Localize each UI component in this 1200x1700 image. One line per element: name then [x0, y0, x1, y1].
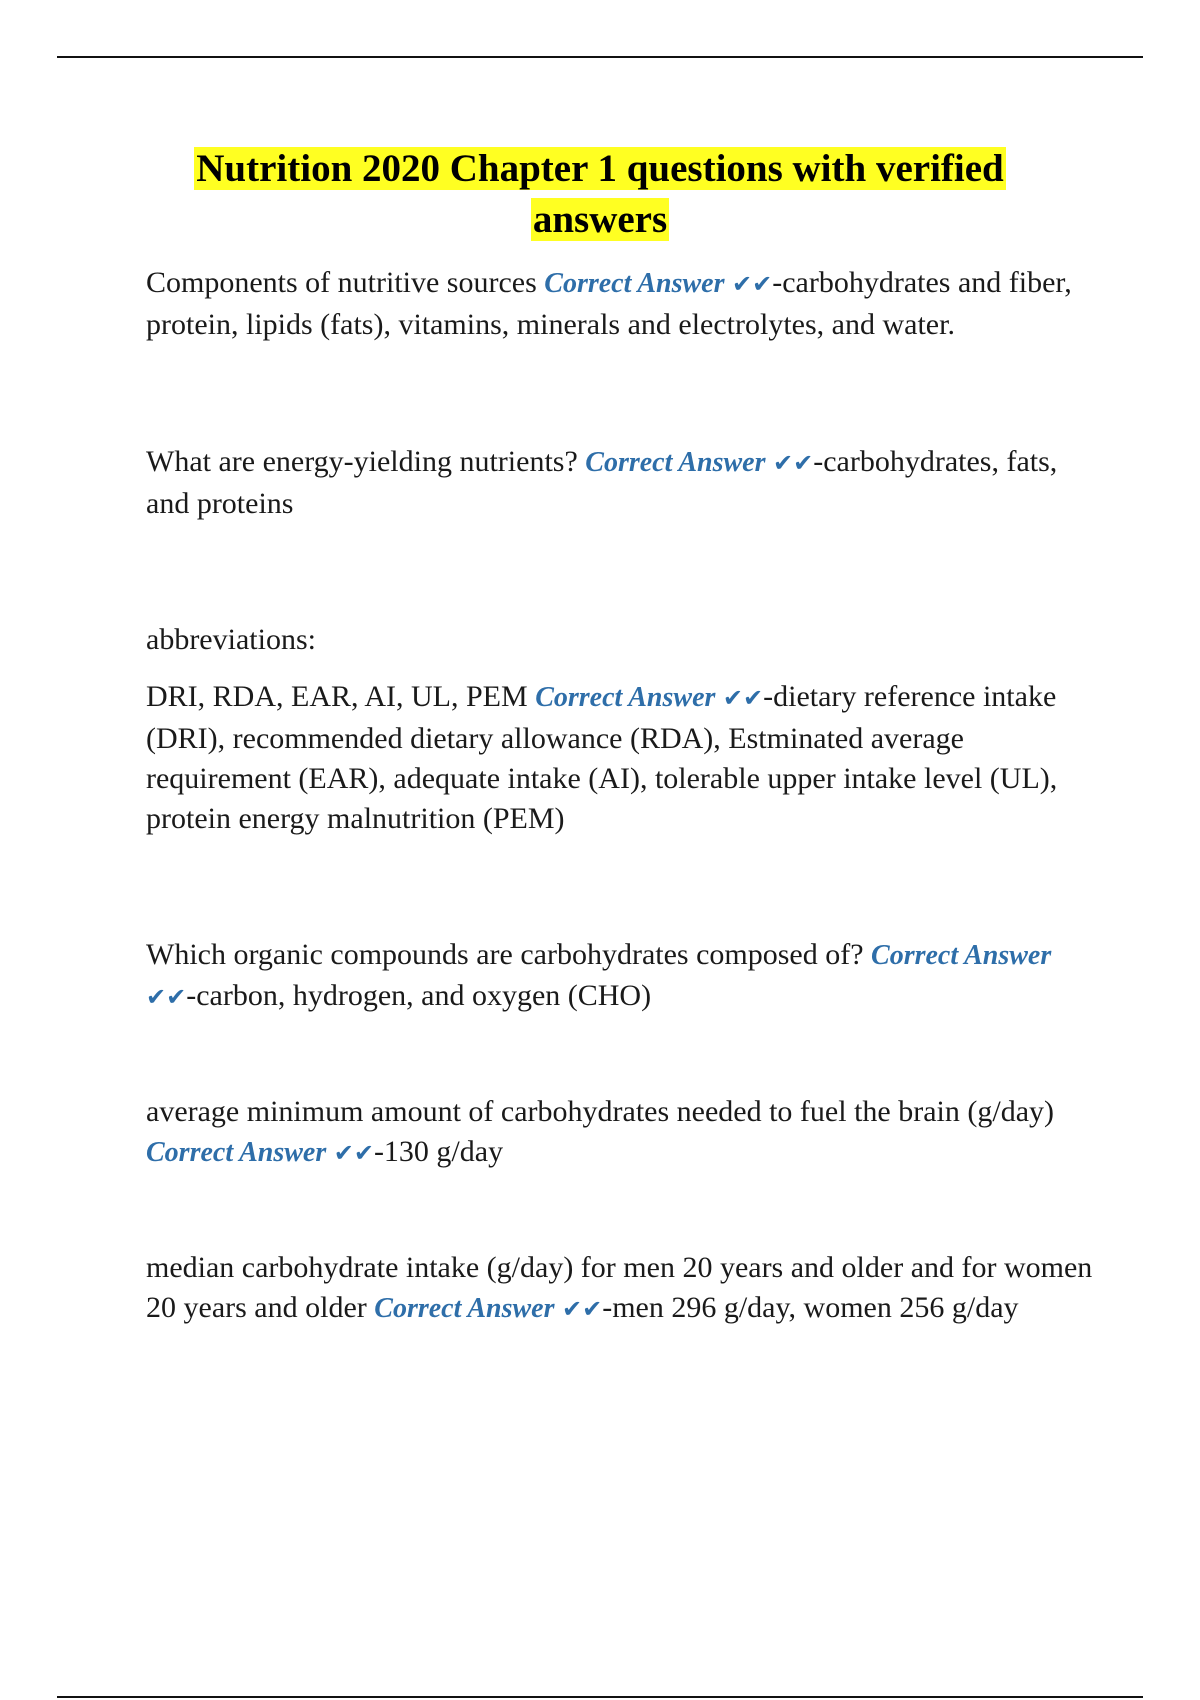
answer-text: -carbon, hydrogen, and oxygen (CHO) [186, 979, 652, 1012]
question-text: Which organic compounds are carbohydrates composed of? [146, 938, 864, 971]
top-rule [57, 56, 1143, 58]
question-text: DRI, RDA, EAR, AI, UL, PEM [146, 680, 528, 713]
qa-item-brain-carbs [146, 1092, 1096, 1174]
correct-answer-label: Correct Answer [535, 682, 716, 713]
double-check-icon: ✔✔ [722, 686, 764, 712]
answer-text: -carbohydrates, fats, and proteins [146, 445, 1058, 520]
correct-answer-label: Correct Answer [374, 1293, 555, 1324]
abbreviations-heading: abbreviations: [146, 623, 316, 656]
qa-item-abbreviations [146, 677, 1096, 839]
page-title [100, 143, 1100, 245]
correct-answer-label: Correct Answer [146, 1137, 327, 1168]
double-check-icon: ✔✔ [732, 272, 773, 298]
question-text: average minimum amount of carbohydrates needed to fuel the brain (g/day) [146, 1095, 1054, 1128]
qa-item-carb-compounds [146, 935, 1096, 1018]
double-check-icon: ✔✔ [773, 451, 814, 477]
qa-item-median-intake [146, 1248, 1096, 1330]
answer-text: -dietary reference intake (DRI), recommended dietary allowance (RDA), Estminated average requirement (EAR), adequate intake (AI), tolerable upper intake level (UL), protein energy malnutrition (PEM) [146, 680, 1058, 835]
answer-text: -carbohydrates and fiber, protein, lipids (fats), vitamins, minerals and electrolytes, and water. [146, 266, 1072, 341]
correct-answer-label: Correct Answer [544, 268, 725, 299]
double-check-icon: ✔✔ [561, 1297, 603, 1323]
title-line-1: Nutrition 2020 Chapter 1 questions with verified [196, 147, 1004, 190]
title-line-2: answers [532, 198, 668, 241]
answer-text: -130 g/day [373, 1135, 504, 1168]
correct-answer-label: Correct Answer [585, 447, 766, 478]
qa-item-energy-nutrients [146, 442, 1096, 524]
question-text: What are energy-yielding nutrients? [146, 445, 578, 478]
answer-text: -men 296 g/day, women 256 g/day [602, 1291, 1019, 1324]
double-check-icon: ✔✔ [146, 985, 187, 1011]
bottom-rule [57, 1696, 1143, 1698]
qa-list [146, 263, 1096, 1330]
qa-item-components [146, 263, 1096, 345]
correct-answer-label: Correct Answer [871, 940, 1052, 971]
double-check-icon: ✔✔ [333, 1141, 374, 1167]
question-text: Components of nutritive sources [146, 266, 537, 299]
question-text: median carbohydrate intake (g/day) for men 20 years and older and for women 20 years and older [146, 1251, 1093, 1324]
